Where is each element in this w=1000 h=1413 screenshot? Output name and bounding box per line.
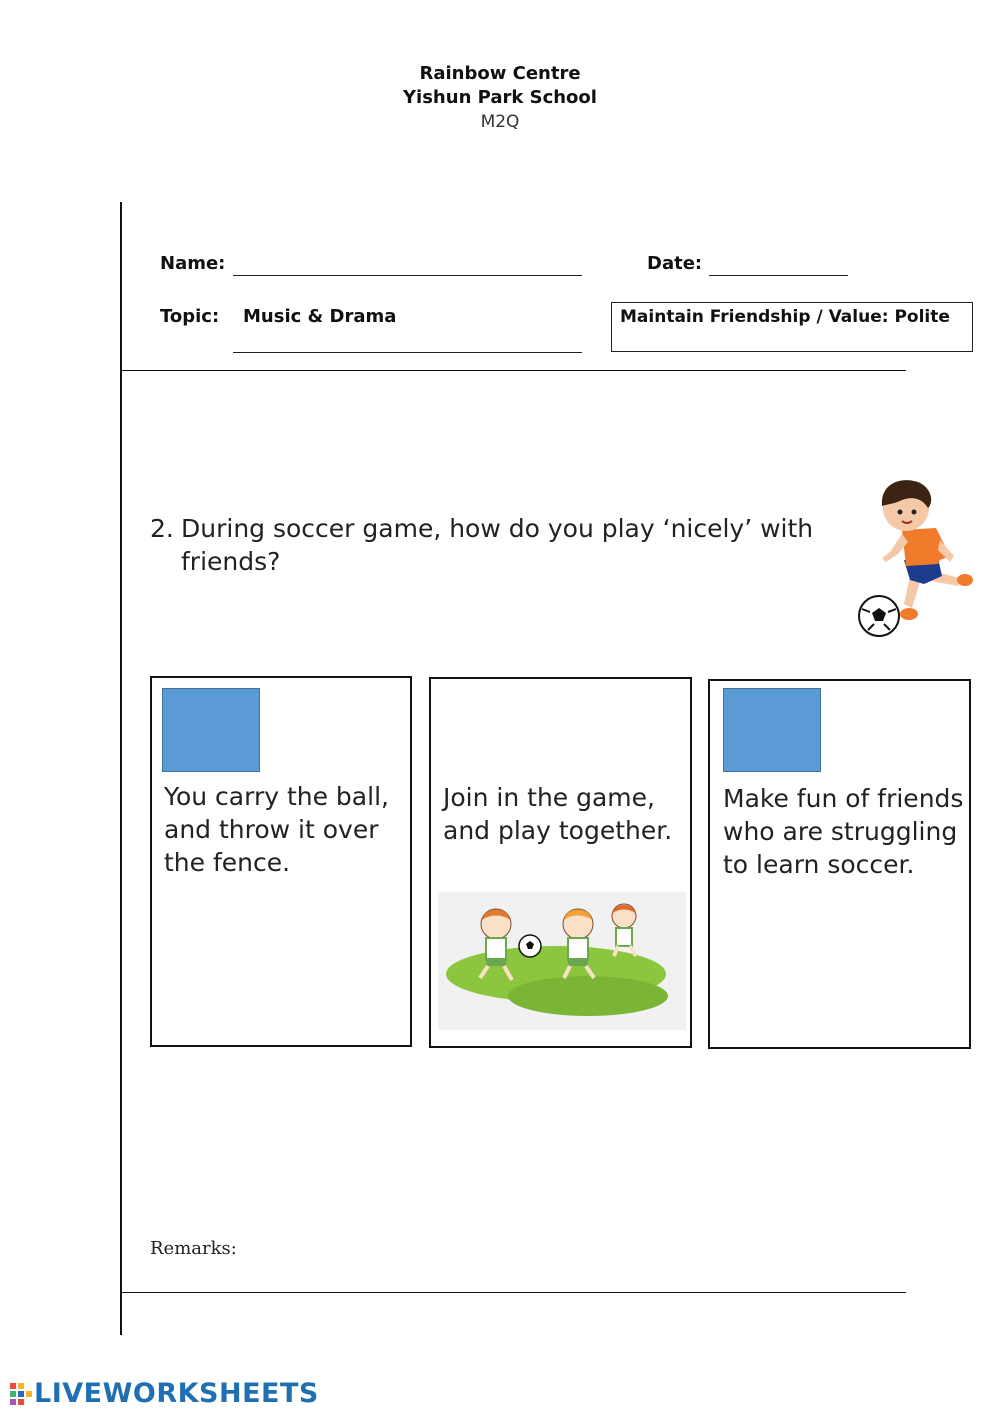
question-number: 2. [150, 514, 174, 543]
footer-brand[interactable] [10, 1378, 319, 1409]
topic-label: Topic: [160, 306, 220, 327]
choice-text-2: Join in the game, and play together. [443, 783, 673, 845]
soccer-boy-illustration [852, 474, 984, 640]
name-label: Name: [160, 253, 226, 274]
question-text: During soccer game, how do you play ‘nicely’ with friends? [181, 514, 814, 576]
footer-brand-text: LIVEWORKSHEETS [34, 1378, 319, 1409]
footer-divider [120, 1292, 906, 1293]
choice-text-1: You carry the ball, and throw it over the fence. [164, 782, 389, 877]
kids-playing-soccer-illustration [438, 892, 686, 1030]
liveworksheets-logo-icon [10, 1383, 32, 1405]
topic-underline [233, 352, 582, 353]
choice-card-1[interactable] [150, 676, 412, 1047]
question [150, 512, 870, 578]
topic-value: Music & Drama [243, 306, 397, 327]
left-margin-line [120, 202, 122, 1335]
school-name: Rainbow Centre [419, 63, 581, 84]
date-label: Date: [647, 253, 703, 274]
school-subname: Yishun Park School [403, 87, 597, 108]
name-field[interactable] [233, 275, 582, 276]
remarks-label: Remarks: [150, 1238, 237, 1259]
value-box: Maintain Friendship / Value: Polite [611, 302, 973, 352]
choice-checkbox-3[interactable] [723, 688, 821, 772]
choice-card-3[interactable] [708, 679, 971, 1049]
choice-checkbox-1[interactable] [162, 688, 260, 772]
choice-card-2[interactable] [429, 677, 692, 1048]
class-code: M2Q [480, 112, 520, 132]
header-divider [120, 370, 906, 371]
choice-text-3: Make fun of friends who are struggling to learn soccer. [723, 784, 964, 879]
date-field[interactable] [709, 275, 848, 276]
